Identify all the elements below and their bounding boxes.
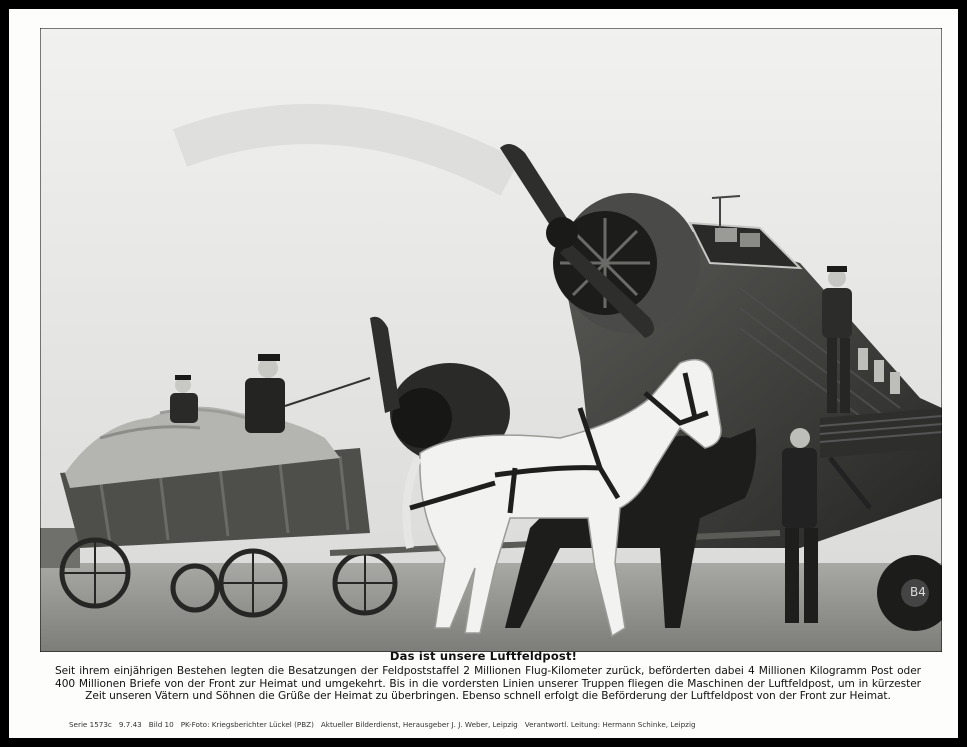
editor-credit: Verantwortl. Leitung: Hermann Schinke, Leipzig — [524, 720, 696, 729]
picture-number: Bild 10 — [148, 720, 174, 729]
caption-title: Das ist unsere Luftfeldpost! — [389, 649, 578, 663]
caption-body: Seit ihrem einjährigen Bestehen legten die Besatzungen der Feldpoststaffel 2 Millionen Flug-Kilometer zurück, beförderten dabei 4 Millionen Kilogramm Post oder 400 Millionen Briefe von der Front zur Heimat und umgekehrt. Bis in die vordersten Linien unserer Truppen fliegen die Maschinen der Luftfeldpost, um in kürzester Zeit unseren Vätern und Söhnen die Grüße der Heimat zu überbringen. Ebenso schnell erfolgt die Beförderung der Luftfeldpost von der Front zur Heimat. — [55, 665, 921, 703]
photo-credit: PK-Foto: Kriegsberichter Lückel (PBZ) — [180, 720, 314, 729]
photo-illustration — [40, 28, 942, 652]
postcard — [9, 9, 958, 738]
print-date: 9.7.43 — [118, 720, 142, 729]
publisher-credit: Aktueller Bilderdienst, Herausgeber J. J. Weber, Leipzig — [320, 720, 518, 729]
fuselage-code: B4 — [910, 585, 926, 599]
photograph — [40, 28, 942, 652]
credits-line — [69, 720, 929, 729]
series-number: Serie 1573c — [69, 720, 112, 729]
